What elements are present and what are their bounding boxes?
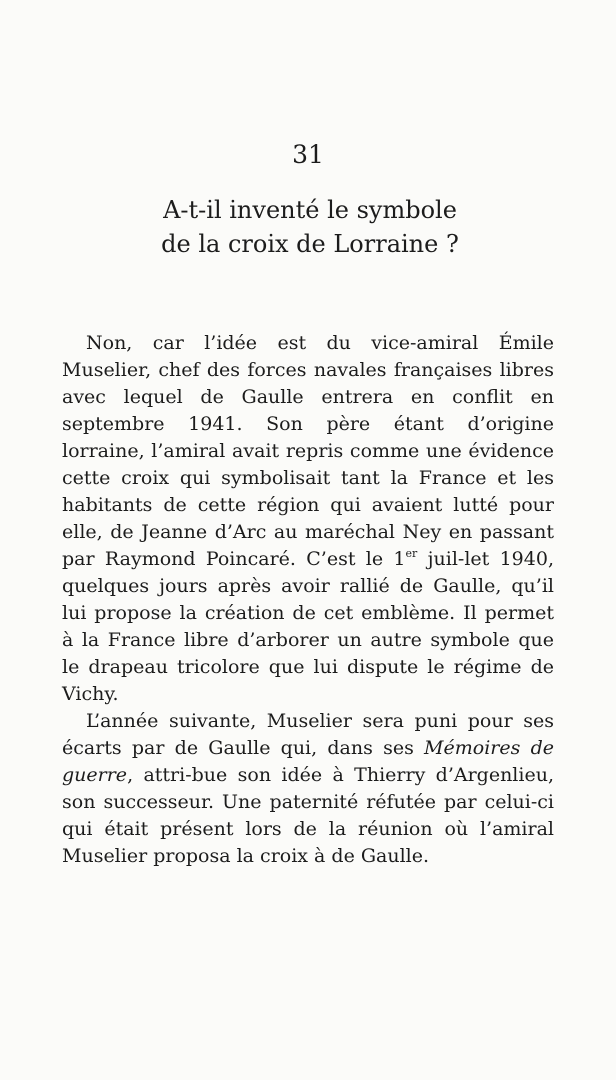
chapter-number-text: 31	[292, 140, 324, 169]
paragraph-2-text-a: L’année suivante, Muselier sera puni pour ses écarts par de Gaulle qui, dans ses	[62, 710, 554, 759]
paragraph-2-text-b: , attri-bue son idée à Thierry d’Argenlieu, son successeur. Une paternité réfutée par celui-ci qui était présent lors de la réunion où l’amiral Muselier proposa la croix à de Gaulle.	[62, 764, 554, 867]
ordinal-superscript: er	[405, 547, 418, 560]
paragraph-1-text-a: Non, car l’idée est du vice-amiral Émile Muselier, chef des forces navales françaises libres avec lequel de Gaulle entrera en conflit en septembre 1941. Son père étant d’origine lorraine, l’amiral avait repris comme une évidence cette croix qui symbolisait tant la France et les habitants de cette région qui avaient lutté pour elle, de Jeanne d’Arc au maréchal Ney en passant par Raymond Poincaré. C’est le 1	[62, 332, 554, 570]
paragraph-1-text-b: juil-let 1940, quelques jours après avoir rallié de Gaulle, qu’il lui propose la création de cet emblème. Il permet à la France libre d’arborer un autre symbole que le drapeau tricolore que lui dispute le régime de Vichy.	[62, 548, 554, 705]
chapter-title-line-1: A-t-il inventé le symbole	[163, 196, 457, 224]
chapter-number	[0, 138, 616, 172]
book-title-italic: Mémoires de guerre	[62, 737, 554, 786]
paragraph-1	[62, 330, 554, 708]
paragraph-2	[62, 708, 554, 870]
body-text	[62, 330, 554, 870]
chapter-title	[160, 193, 460, 261]
chapter-title-line-2: de la croix de Lorraine ?	[161, 230, 459, 258]
